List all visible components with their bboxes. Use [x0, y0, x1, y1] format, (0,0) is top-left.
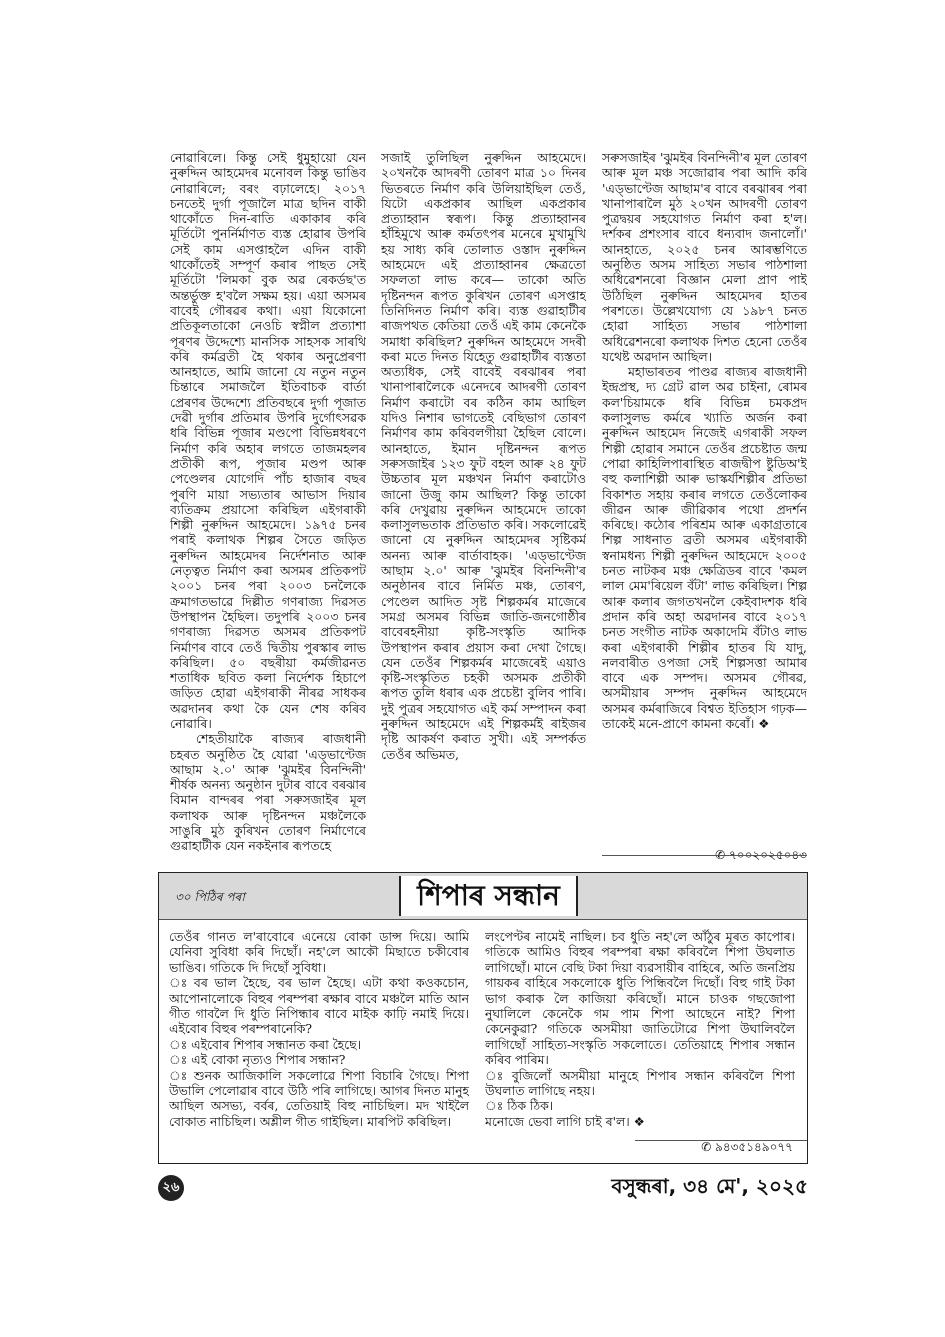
article-paragraph: সজাই তুলিছিল নুৰুদ্দিন আহমেদে। ২০খনকৈ আদৰণী তোৰণ মাত্ৰ ১০ দিনৰ ভিতৰতে নিৰ্মাণ কৰি উলিয়াইছিল তেওঁ, যিটো একপ্ৰকাৰ আছিল একপ্ৰকাৰ প্ৰত্যাহ্বান স্বৰূপ। কিন্তু প্ৰত্যাহ্বানৰ হাঁহিমুখে আৰু কৰ্মতৎপৰ মনেৰে মুখামুখি হয় সাধ্য কৰি তোলাত ওস্তাদ নুৰুদ্দিন আহমেদে এই প্ৰত্যাহ্বানৰ ক্ষেত্ৰতো সফলতা লাভ কৰে— তাকো অতি দৃষ্টিনন্দন ৰূপত কুৰিখন তোৰণ এসপ্তাহ তিনিদিনত নিৰ্মাণ কৰি। ব্যস্ত গুৱাহাটীৰ ৰাজপথত কেতিয়া তেওঁ এই কাম কেনেকৈ সমাধা কৰিছিল? নুৰুদ্দিন আহমেদে সদৰী কৰা মতে দিনত যিহেতু গুৱাহাটীৰ ব্যস্ততা অত্যধিক, সেই বাবেই বৰঝাৰৰ পৰা খানাপাৰালৈকে এনেদৰে আদৰণী তোৰণ নিৰ্মাণ কৰাটো বৰ কঠিন কাম আছিল যদিও নিশাৰ ভাগতেই বেছিভাগ তোৰণ নিৰ্মাণৰ কাম কৰিবলগীয়া হৈছিল বোলে। আনহাতে, ইমান দৃষ্টিনন্দন ৰূপত সৰুসজাইৰ ১২৩ ফুট বহল আৰু ২৪ ফুট উচ্চতাৰ মূল মঞ্চখন নিৰ্মাণ কৰাটোও জানো উজু কাম আছিল? কিন্তু তাকো কৰি দেখুৱায় নুৰুদ্দিন আহমেদে তাকো কলাসুলভতাক প্ৰতিভাত কৰি। সকলোৱেই জানো যে নুৰুদ্দিন আহমেদৰ সৃষ্টিকৰ্ম অনন্য আৰু বাৰ্তাবাহক। 'এড্ভাণ্টেজ আছাম ২.০' আৰু 'ঝুমইৰ বিনন্দিনী'ৰ অনুষ্ঠানৰ বাবে নিৰ্মিত মঞ্চ, তোৰণ, পেণ্ডেল আদিত সৃষ্ট শিল্পকৰ্মৰ মাজেৰে সমগ্ৰ অসমৰ বিভিন্ন জাতি-জনগোষ্ঠীৰ বাবেৰহনীয়া কৃষ্টি-সংস্কৃতি আদিক উপস্থাপন কৰাৰ প্ৰয়াস কৰা দেখা গৈছে। যেন তেওঁৰ শিল্পকৰ্মৰ মাজেৰেই এয়াও কৃষ্টি-সংস্কৃতিত চহকী অসমক প্ৰতীকী ৰূপত তুলি ধৰাৰ এক প্ৰচেষ্টা বুলিব পাৰি। দুই পুত্ৰৰ সহযোগত এই কৰ্ম সম্পাদন কৰা নুৰুদ্দিন আহমেদে এই শিল্পকৰ্মই ৰাইজৰ দৃষ্টি আকৰ্ষণ কৰাত সুখী। এই সম্পৰ্কত তেওঁৰ অভিমত, — [381, 150, 586, 762]
box-paragraph: ঃ এইবোৰ শিপাৰ সন্ধানত কৰা হৈছে। — [169, 1036, 362, 1052]
box-paragraph: লংপেণ্টৰ নামেই নাছিল। চব ধুতি নহ'লে আঁঠুৰ মূৰত কাপোৰ। গতিকে আমিও বিহুৰ পৰম্পৰা ৰক্ষা কৰিবলৈ শিপা উঘলাত লাগিছোঁ। মানে বেছি টকা দিয়া ব্যৱসায়ীৰ বাহিৰে, অতি জনপ্ৰিয় গায়কৰ বাহিৰে সকলোকে ধুতি পিন্ধিবলৈ দিছোঁ। বিহু গাই টকা ভাগ কৰাক লৈ কাজিয়া কৰিছোঁ। মানে চাওক গছজোপা নুঘালিলে কেনেকৈ গম পাম শিপা আছেনে নাই? শিপা কেনেকুৱা? গতিকে অসমীয়া জাতিটোৱে শিপা উঘালিবলৈ লাগিছোঁ সাহিত্য-সংস্কৃতি সকলোতে। তেতিয়াহে শিপাৰ সন্ধান কৰিব পাৰিম। — [485, 929, 795, 1068]
article-column-2 — [381, 150, 586, 863]
box-paragraph: ঃ এই বোকা নৃত্যও শিপাৰ সন্ধান? — [169, 1052, 346, 1068]
article-paragraph: নোৱাৰিলে। কিন্তু সেই ধুমুহায়ো যেন নুৰুদ্দিন আহমেদৰ মনোবল কিন্তু ভাঙিব নোৱাৰিলে; বৰং বঢ়ালেহে। ২০১৭ চনতেই দুৰ্গা পূজালৈ মাত্ৰ ছদিন বাকী থাকোঁতে দিন-ৰাতি একাকাৰ কৰি মূৰ্তিটো পুনৰ্নিৰ্মাণত ব্যস্ত হোৱাৰ উপৰি সেই কাম এসপ্তাহলৈ এদিন বাকী থাকোঁতেই সম্পূৰ্ণ কৰাৰ পাছত সেই মূৰ্তিটো 'লিমকা বুক অৱ ৰেকৰ্ডছ'ত অন্তৰ্ভুক্ত হ'বলৈ সক্ষম হয়। এয়া অসমৰ বাবেই গৌৰৱৰ কথা। এয়া যিকোনো প্ৰতিকূলতাকো নেওচি স্বপ্নীল প্ৰত্যাশা পূৰণৰ উদ্দেশ্যে মানসিক সাহসক সাৰথি কৰি কৰ্মব্ৰতী হৈ থকাৰ অনুপ্ৰেৰণা আনহাতে, আমি জানো যে নতুন নতুন চিন্তাৰে সমাজলৈ ইতিবাচক বাৰ্তা প্ৰেৰণৰ উদ্দেশ্যে প্ৰতিবছৰে দুৰ্গা পূজাত দেৱী দুৰ্গাৰ প্ৰতিমাৰ উপৰি দুৰ্গোৎসৱক ধৰি বিভিন্ন পূজাৰ মণ্ডপো বিভিন্নধৰণে নিৰ্মাণ কৰি অহাৰ লগতে তাজমহলৰ প্ৰতীকী ৰূপ, পূজাৰ মণ্ডপ আৰু পেণ্ডেলৰ যোগেদি পাঁচ হাজাৰ বছৰ পুৰণি মায়া সভ্যতাৰ আভাস দিয়াৰ ব্যতিক্ৰম প্ৰয়াসো কৰিছিল এইগৰাকী শিল্পী নুৰুদ্দিন আহমেদে। ১৯৭৫ চনৰ পৰাই কলাথক শিল্পৰ সৈতে জড়িত নুৰুদ্দিন আহমেদৰ নিৰ্দেশনাত আৰু নেতৃত্বত নিৰ্মাণ কৰা অসমৰ প্ৰতিকপট ২০০১ চনৰ পৰা ২০০৩ চনলৈকে ক্ৰমাগতভাৱে দিল্লীত গণৰাজ্য দিৱসত উপস্থাপন হৈছিল। তদুপৰি ২০০৩ চনৰ গণৰাজ্য দিৱসত অসমৰ প্ৰতিকপট নিৰ্মাণৰ বাবে তেওঁ দ্বিতীয় পুৰস্কাৰ লাভ কৰিছিল। ৫০ বছৰীয়া কৰ্মজীৱনত শতাধিক ছবিত কলা নিৰ্দেশক হিচাপে জড়িত হোৱা এইগৰাকী নীৰৱ সাধকৰ অৱদানৰ কথা কৈ যেন শেষ কৰিব নোৱাৰি। — [170, 150, 366, 731]
box-paragraph: মনোজে ভেবা লাগি চাই ৰ'ল। ❖ — [485, 1113, 645, 1129]
box-paragraph: তেওঁৰ গানত ল'ৰাবোৰে এনেয়ে বোকা ডান্স দিয়ে। আমি যেনিবা সুবিধা কৰি দিছোঁ। নহ'লে আকৌ মিছাতে চকীবোৰ ভাঙিব। গতিকে দি দিছোঁ সুবিধা। — [169, 929, 469, 975]
divider — [602, 855, 807, 856]
box-paragraph: ঃ বৰ ভাল হৈছে, বৰ ভাল হৈছে। এটা কথা কওকচোন, আপোনালোকে বিহুৰ পৰম্পৰা ৰক্ষাৰ বাবে মঞ্চলৈ মাতি আন গীত গাবলৈ দি ধুতি নিপিন্ধাৰ বাবে মাইক কাঢ়ি নমাই দিয়ে। এইবোৰ বিহুৰ পৰম্পৰানেকি? — [169, 975, 469, 1037]
box-paragraph: ঃ বুজিলোঁ অসমীয়া মানুহে শিপাৰ সন্ধান কৰিবলৈ শিপা উঘলাত লাগিছে নহয়। — [485, 1067, 795, 1099]
article-paragraph: শেহতীয়াকৈ ৰাজ্যৰ ৰাজধানী চহৰত অনুষ্ঠিত হৈ যোৱা 'এড্ভাণ্টেজ আছাম ২.০' আৰু 'ঝুমইৰ বিনন্দিনী' শীৰ্ষক অনন্য অনুষ্ঠান দুটাৰ বাবে বৰঝাৰ বিমান বান্দৰৰ পৰা সৰুসজাইৰ মূল কলাথক আৰু দৃষ্টিনন্দন মঞ্চলৈকে সাঙুৰি মুঠ কুৰিখন তোৰণ নিৰ্মাণেৰে গুৱাহাটীক যেন নকইনাৰ ৰূপতহে — [170, 731, 366, 854]
continued-from-label: ৩০ পিঠিৰ পৰা — [175, 890, 245, 904]
article-paragraph: মহাভাৰতৰ পাণ্ডৱ ৰাজ্যৰ ৰাজধানী ইন্দ্ৰপ্ৰস্থ, দ্য গ্ৰেট ৱাল অৱ চাইনা, ৰোমৰ কল'চিয়ামকে ধৰি বিভিন্ন চমকপ্ৰদ কলাসুলভ কৰ্মৰে খ্যাতি অৰ্জন কৰা নুৰুদ্দিন আহমেদ নিজেই এগৰাকী সফল শিল্পী হোৱাৰ সমানে তেওঁৰ প্ৰচেষ্টাত জন্ম পোৱা কাহিলিপাৰাস্থিত ৰাজদ্বীপ ষ্টুডিঅ'ই বহু কলাশিল্পী আৰু ভাস্কৰ্যশিল্পীৰ প্ৰতিভা বিকাশত সহায় কৰাৰ লগতে তেওঁলোকৰ জীৱন আৰু জীৱিকাৰ পথো প্ৰদৰ্শন কৰিছে। কঠোৰ পৰিশ্ৰম আৰু একাগ্ৰতাৰে শিল্প সাধনাত ব্ৰতী অসমৰ এইগৰাকী স্বনামধন্য শিল্পী নুৰুদ্দিন আহমেদে ২০০৫ চনত নাটকৰ মঞ্চ ক্ষেত্ৰিডৰ বাবে 'কমল লাল মেম'ৰিয়েল বঁটা' লাভ কৰিছিল। শিল্প আৰু কলাৰ জগতখনলৈ কেইবাদশক ধৰি প্ৰদান কৰি অহা অৱদানৰ বাবে ২০১৭ চনত সংগীত নাটক অকাদেমি বঁটাও লাভ কৰা এইগৰাকী শিল্পীৰ হাতৰ যি যাদু, নলবাৰীত ওপজা সেই শিল্পসত্তা আমাৰ বাবে এক সম্পদ। অসমৰ গৌৰৱ, অসমীয়াৰ সম্পদ নুৰুদ্দিন আহমেদে অসমৰ কৰ্মৰাজিৰে বিশ্বত ইতিহাস গঢ়ক— তাকেই মনে-প্ৰাণে কামনা কৰোঁ। ❖ — [602, 364, 807, 731]
article-column-3 — [602, 150, 807, 863]
box-column-2 — [485, 929, 795, 1135]
article-paragraph: সৰুসজাইৰ 'ঝুমইৰ বিনন্দিনী'ৰ মূল তোৰণ আৰু মূল মঞ্চ সজোৱাৰ পৰা আদি কৰি 'এড্ভাণ্টেজ আছাম'ৰ বাবে বৰঝাৰৰ পৰা খানাপাৰালৈ মুঠ ২০খন আদৰণী তোৰণ পুত্ৰদ্বয়ৰ সহযোগত নিৰ্মাণ কৰা হ'ল। দৰ্শকৰ প্ৰশংসাৰ বাবে ধন্যবাদ জনালোঁ।' আনহাতে, ২০২৫ চনৰ আৰম্ভণিতে অনুষ্ঠিত অসম সাহিত্য সভাৰ পাঠশালা অধিৱেশনৰো বিজ্ঞান মেলা প্ৰাণ পাই উঠিছিল নুৰুদ্দিন আহমেদৰ হাতৰ পৰশতে। উল্লেখযোগ্য যে ১৯৮৭ চনত হোৱা সাহিত্য সভাৰ পাঠশালা অধিৱেশনৰো কলাথক দিশত হেনো তেওঁৰ যথেষ্ট অৱদান আছিল। — [602, 150, 807, 364]
box-title: শিপাৰ সন্ধান — [399, 876, 578, 916]
author-phone: ✆ ৯৪৩৫১৪৯০৭৭ — [701, 1140, 793, 1154]
box-header — [159, 873, 807, 920]
page-number: ২৬ — [158, 1175, 184, 1201]
box-column-1 — [169, 929, 469, 1135]
continued-story-box — [158, 872, 808, 1164]
article-column-1 — [170, 150, 366, 863]
magazine-footer: বসুন্ধৰা, ৩৪ মে', ২০২৫ — [611, 1174, 808, 1198]
box-paragraph: ঃ শুনক আজিকালি সকলোৱে শিপা বিচাৰি গৈছে। শিপা উভালি পেলোৱাৰ বাবে উঠি পৰি লাগিছে। আগৰ দিনত মানুহ আছিল অসভ্য, বৰ্বৰ, তেতিয়াই বিহু নাচিছিল। মদ খাইলৈ বোকাত নাচিছিল। অশ্লীল গীত গাইছিল। মাৰপিট কৰিছিল। — [169, 1067, 469, 1129]
author-phone: ✆ ৭০০২০২৫০৪৩ — [715, 847, 807, 862]
box-paragraph: ঃ ঠিক ঠিক। — [485, 1098, 554, 1114]
article-column-3-text — [602, 150, 807, 830]
